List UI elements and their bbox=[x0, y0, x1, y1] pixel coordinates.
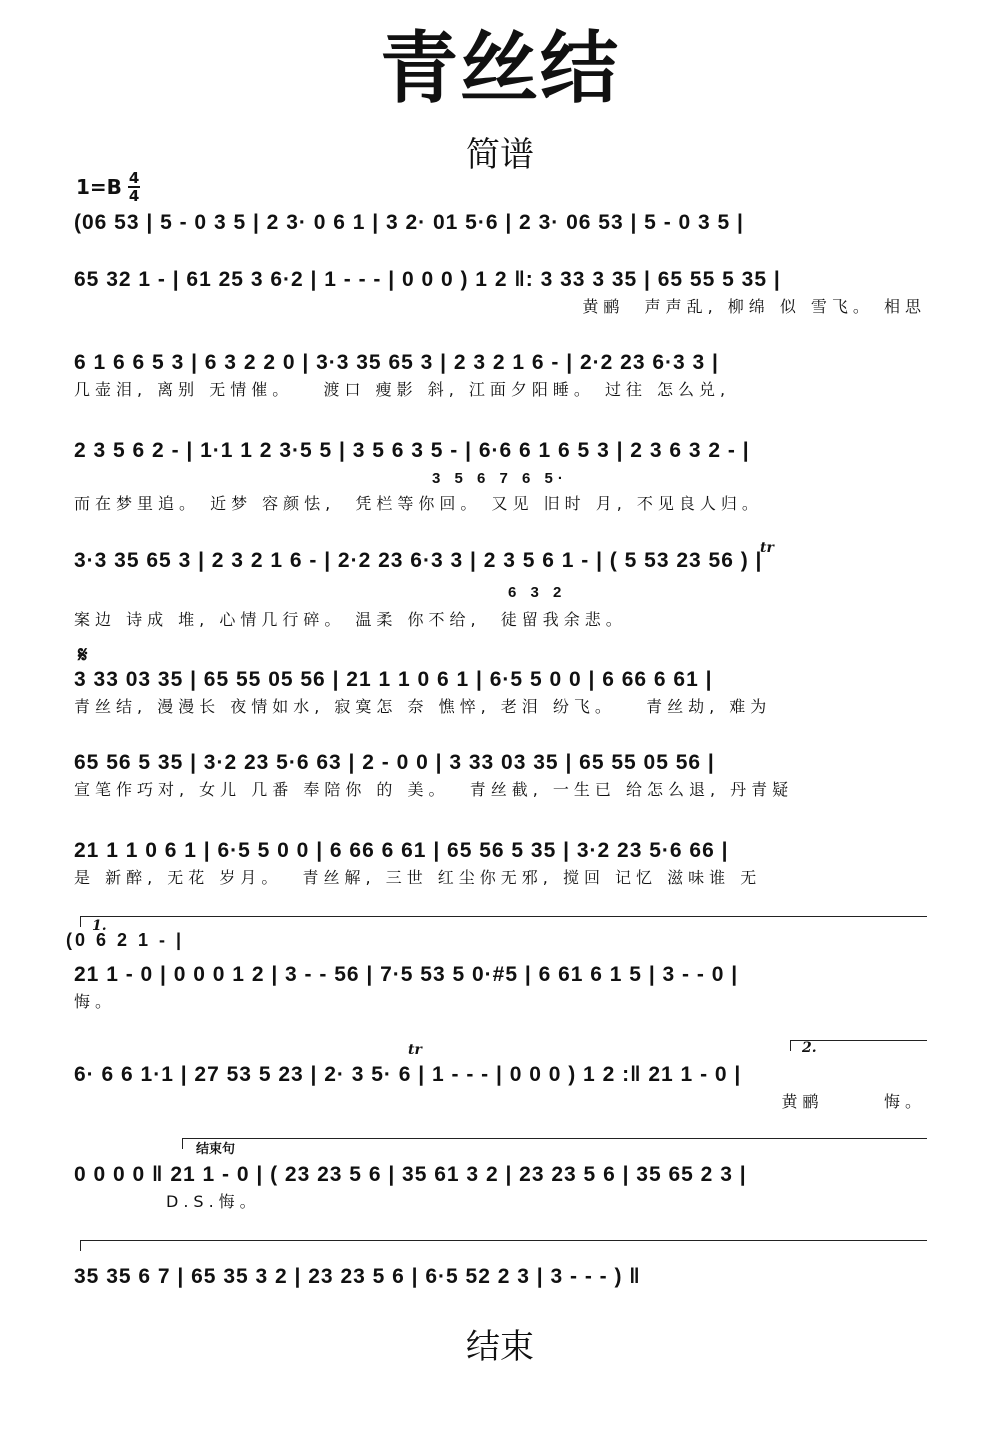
score-row bbox=[74, 208, 926, 238]
notation-line: 6· 6 6 1·1 | 27 53 5 23 | 2· 3 5· 6 | 1 - - - | 0 0 0 ) 1 2 :‖ 21 1 - 0 | bbox=[74, 1063, 742, 1086]
notation-line: 21 1 1 0 6 1 | 6·5 5 0 0 | 6 66 6 61 | 65 56 5 35 | 3·2 23 5·6 66 | bbox=[74, 839, 729, 862]
lyric-line: 青丝结, 漫漫长 夜情如水, 寂寞怎 奈 憔悴, 老泪 纷飞。 青丝劫, 难为 bbox=[74, 697, 772, 716]
notation-line: 65 32 1 - | 61 25 3 6·2 | 1 - - - | 0 0 0 ) 1 2 ‖: 3 33 3 35 | 65 55 5 35 | bbox=[74, 268, 781, 291]
score-row bbox=[74, 960, 926, 1014]
score-row bbox=[74, 348, 926, 402]
notation-line: 3 33 03 35 | 65 55 05 56 | 21 1 1 0 6 1 | 6·5 5 0 0 | 6 66 6 61 | bbox=[74, 668, 713, 691]
lyric-line: 案边 诗成 堆, 心情几行碎。 温柔 你不给, 徒留我余悲。 bbox=[74, 610, 627, 629]
score-row bbox=[74, 665, 926, 719]
time-bottom: 4 bbox=[128, 187, 140, 205]
notation-line: 3·3 35 65 3 | 2 3 2 1 6 - | 2·2 23 6·3 3 | 2 3 5 6 1 - | ( 5 53 23 56 ) | bbox=[74, 549, 763, 572]
lyric-line: 是 新醉, 无花 岁月。 青丝解, 三世 红尘你无邪, 搅回 记忆 滋味谁 无 bbox=[74, 868, 762, 887]
page-title: 青丝结 bbox=[379, 24, 620, 114]
second-ending-label: 2. bbox=[802, 1040, 817, 1056]
notation-line: 65 56 5 35 | 3·2 23 5·6 63 | 2 - 0 0 | 3 33 03 35 | 65 55 05 56 | bbox=[74, 751, 715, 774]
score-row bbox=[74, 546, 926, 632]
trill-mark: tr bbox=[408, 1042, 422, 1058]
first-ending-notes: (0 6 2 1 - | bbox=[66, 930, 185, 950]
alternate-notes: 6 3 2 bbox=[508, 584, 567, 601]
score-row bbox=[74, 1160, 926, 1214]
lyric-line: 悔。 bbox=[74, 992, 117, 1011]
segno-sign: 𝄋 bbox=[78, 643, 88, 668]
lyric-line: 黄鹂 悔。 bbox=[781, 1092, 926, 1111]
alternate-notes: 3 5 6 7 6 5· bbox=[432, 470, 568, 487]
lyric-line: 而在梦里追。 近梦 容颜怯, 凭栏等你回。 又见 旧时 月, 不见良人归。 bbox=[74, 494, 763, 513]
time-signature bbox=[128, 170, 140, 204]
lyric-line: 宣笔作巧对, 女儿 几番 奉陪你 的 美。 青丝截, 一生已 给怎么退, 丹青疑 bbox=[74, 780, 794, 799]
trill-mark: tr bbox=[760, 540, 774, 556]
end-label: 结束 bbox=[466, 1327, 534, 1367]
notation-line: 2 3 5 6 2 - | 1·1 1 2 3·5 5 | 3 5 6 3 5 - | 6·6 6 1 6 5 3 | 2 3 6 3 2 - | bbox=[74, 439, 750, 462]
time-top: 4 bbox=[128, 169, 140, 187]
key-signature bbox=[76, 170, 140, 204]
first-ending-label: 1. bbox=[92, 918, 107, 934]
final-phrase-bracket bbox=[80, 1240, 927, 1251]
lyric-line: D.S.悔。 bbox=[166, 1192, 261, 1211]
notation-line: 35 35 6 7 | 65 35 3 2 | 23 23 5 6 | 6·5 52 2 3 | 3 - - - ) ‖ bbox=[74, 1265, 641, 1288]
lyric-line: 几壶泪, 离别 无情催。 渡口 瘦影 斜, 江面夕阳睡。 过往 怎么兑, bbox=[74, 380, 731, 399]
score-row bbox=[74, 1060, 926, 1114]
notation-line: 0 0 0 0 ‖ 21 1 - 0 | ( 23 23 5 6 | 35 61 3 2 | 23 23 5 6 | 35 65 2 3 | bbox=[74, 1163, 747, 1186]
notation-line: (06 53 | 5 - 0 3 5 | 2 3· 0 6 1 | 3 2· 01 5·6 | 2 3· 06 53 | 5 - 0 3 5 | bbox=[74, 211, 744, 234]
score-row bbox=[74, 1262, 926, 1292]
lyric-line: 黄鹂 声声乱, 柳绵 似 雪飞。 相思 bbox=[582, 297, 926, 316]
notation-line: 21 1 - 0 | 0 0 0 1 2 | 3 - - 56 | 7·5 53 5 0·#5 | 6 61 6 1 5 | 3 - - 0 | bbox=[74, 963, 739, 986]
coda-bracket bbox=[182, 1138, 927, 1149]
score-row bbox=[74, 836, 926, 890]
score-row bbox=[74, 748, 926, 802]
first-ending-bracket bbox=[80, 916, 927, 927]
score-row bbox=[74, 265, 926, 319]
ending-phrase-label: 结束句 bbox=[196, 1142, 236, 1157]
key-label: 1=B bbox=[76, 175, 122, 199]
notation-line: 6 1 6 6 5 3 | 6 3 2 2 0 | 3·3 35 65 3 | 2 3 2 1 6 - | 2·2 23 6·3 3 | bbox=[74, 351, 719, 374]
page-subtitle: 简谱 bbox=[466, 135, 534, 175]
